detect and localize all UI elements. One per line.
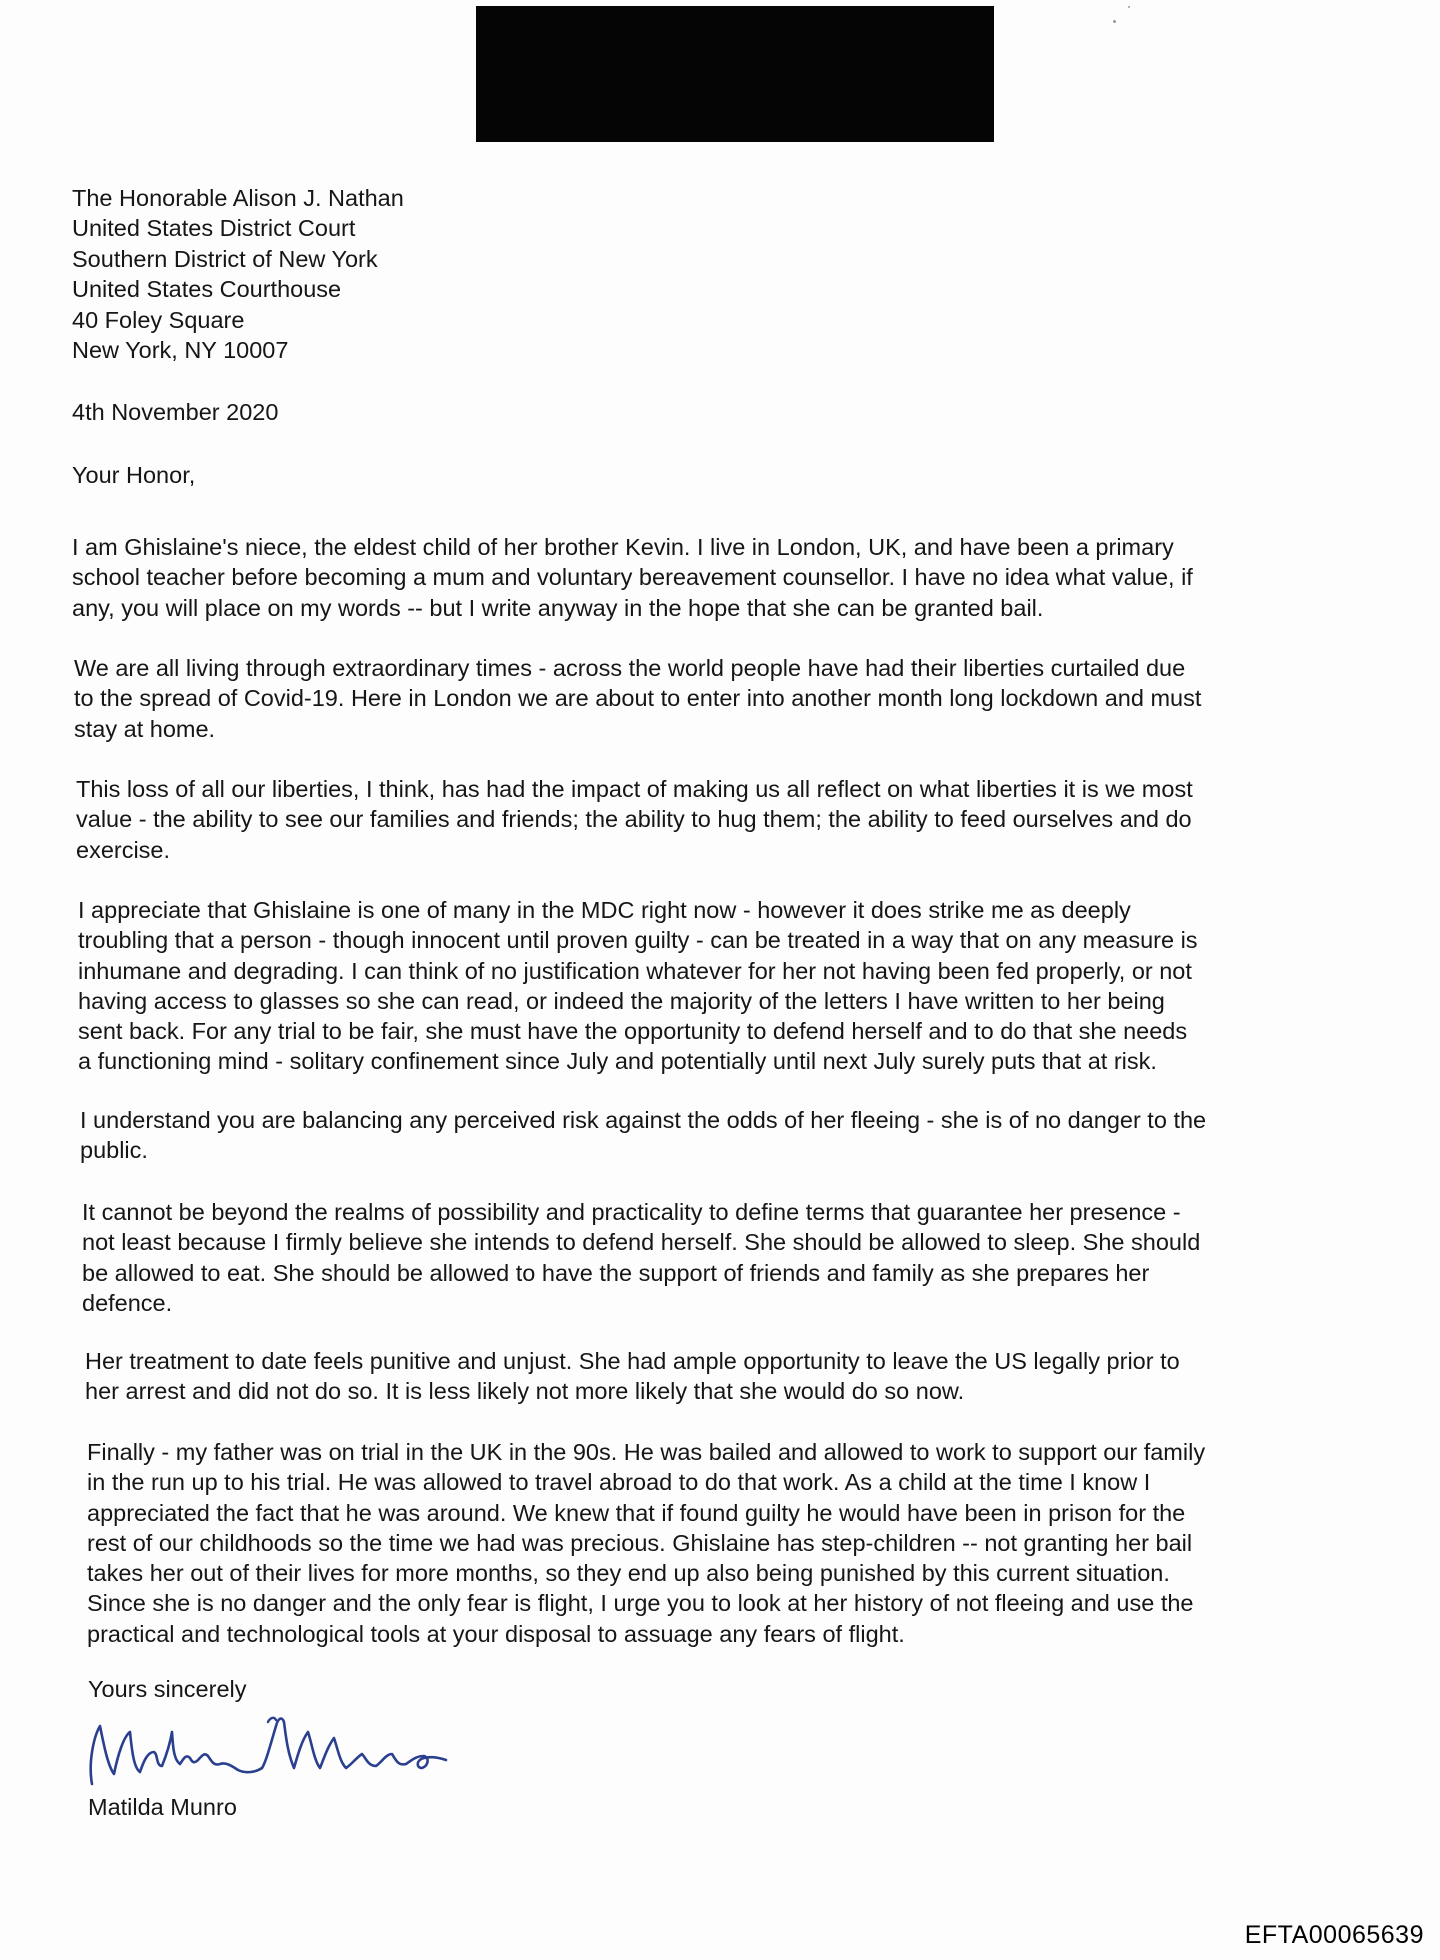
- paragraph-4: [78, 895, 1198, 1077]
- paragraph-line: be allowed to eat. She should be allowed to have the support of friends and family as she prepares her: [82, 1259, 1150, 1286]
- paragraph-6: [82, 1197, 1200, 1318]
- paragraph-line: value - the ability to see our families and friends; the ability to hug them; the ability to feed ourselves and do: [76, 806, 1192, 833]
- paragraph-5: [80, 1105, 1206, 1166]
- paragraph-line: not least because I firmly believe she intends to defend herself. She should be allowed to sleep. She should: [82, 1229, 1201, 1256]
- address-line: United States District Court: [72, 215, 356, 242]
- address-line: 40 Foley Square: [72, 306, 245, 333]
- scan-speck: [1113, 20, 1116, 23]
- paragraph-line: stay at home.: [74, 715, 216, 742]
- address-line: Southern District of New York: [72, 245, 378, 272]
- paragraph-line: Her treatment to date feels punitive and unjust. She had ample opportunity to leave the US legally prior to: [85, 1348, 1180, 1374]
- document-id: EFTA00065639: [1244, 1921, 1424, 1949]
- paragraph-line: I am Ghislaine's niece, the eldest child of her brother Kevin. I live in London, UK, and have been a primary: [72, 534, 1174, 560]
- paragraph-line: Since she is no danger and the only fear is flight, I urge you to look at her history of not fleeing and use the: [87, 1590, 1194, 1617]
- paragraph-line: It cannot be beyond the realms of possibility and practicality to define terms that guarantee her presence -: [82, 1199, 1181, 1225]
- redaction-block: [476, 6, 994, 142]
- paragraph-line: inhumane and degrading. I can think of no justification whatever for her not having been fed properly, or not: [78, 957, 1192, 984]
- paragraph-line: sent back. For any trial to be fair, she must have the opportunity to defend herself and to do that she needs: [78, 1018, 1188, 1045]
- paragraph-line: any, you will place on my words -- but I write anyway in the hope that she can be granted bail.: [72, 594, 1044, 621]
- signer-name: Matilda Munro: [88, 1794, 237, 1820]
- paragraph-line: Finally - my father was on trial in the UK in the 90s. He was bailed and allowed to work to support our family: [87, 1439, 1206, 1465]
- scan-speck: [1128, 6, 1130, 8]
- paragraph-2: [74, 653, 1201, 744]
- paragraph-line: public.: [80, 1137, 148, 1164]
- recipient-address: [72, 183, 404, 365]
- paragraph-8: [87, 1437, 1205, 1649]
- paragraph-line: in the run up to his trial. He was allowed to travel abroad to do that work. As a child at the time I know I: [87, 1469, 1151, 1496]
- paragraph-1: [72, 532, 1193, 623]
- closing: Yours sincerely: [88, 1676, 247, 1702]
- paragraph-line: her arrest and did not do so. It is less likely not more likely that she would do so now.: [85, 1378, 965, 1405]
- letter-date: 4th November 2020: [72, 399, 279, 425]
- paragraph-line: We are all living through extraordinary times - across the world people have had their liberties curtailed due: [74, 655, 1186, 681]
- paragraph-line: rest of our childhoods so the time we had was precious. Ghislaine has step-children -- not granting her bail: [87, 1529, 1193, 1556]
- paragraph-line: takes her out of their lives for more months, so they end up also being punished by this current situation.: [87, 1560, 1170, 1587]
- paragraph-7: [85, 1346, 1180, 1407]
- paragraph-3: [76, 774, 1193, 865]
- address-line: The Honorable Alison J. Nathan: [72, 185, 404, 211]
- paragraph-line: to the spread of Covid-19. Here in London we are about to enter into another month long lockdown and must: [74, 685, 1202, 712]
- address-line: United States Courthouse: [72, 276, 342, 303]
- paragraph-line: appreciated the fact that he was around. We knew that if found guilty he would have been in prison for the: [87, 1499, 1186, 1526]
- paragraph-line: school teacher before becoming a mum and voluntary bereavement counsellor. I have no idea what value, if: [72, 564, 1193, 591]
- paragraph-line: defence.: [82, 1289, 173, 1316]
- address-line: New York, NY 10007: [72, 337, 289, 364]
- paragraph-line: This loss of all our liberties, I think, has had the impact of making us all reflect on what liberties it is we most: [76, 776, 1193, 802]
- paragraph-line: I understand you are balancing any perceived risk against the odds of her fleeing - she is of no danger to the: [80, 1107, 1207, 1133]
- handwritten-signature: [86, 1702, 486, 1802]
- paragraph-line: practical and technological tools at your disposal to assuage any fears of flight.: [87, 1620, 905, 1647]
- paragraph-line: a functioning mind - solitary confinement since July and potentially until next July surely puts that at risk.: [78, 1048, 1157, 1075]
- paragraph-line: exercise.: [76, 836, 171, 863]
- paragraph-line: troubling that a person - though innocent until proven guilty - can be treated in a way that on any measure is: [78, 927, 1198, 954]
- paragraph-line: having access to glasses so she can read, or indeed the majority of the letters I have written to her being: [78, 987, 1165, 1014]
- salutation: Your Honor,: [72, 462, 196, 488]
- paragraph-line: I appreciate that Ghislaine is one of many in the MDC right now - however it does strike me as deeply: [78, 897, 1131, 923]
